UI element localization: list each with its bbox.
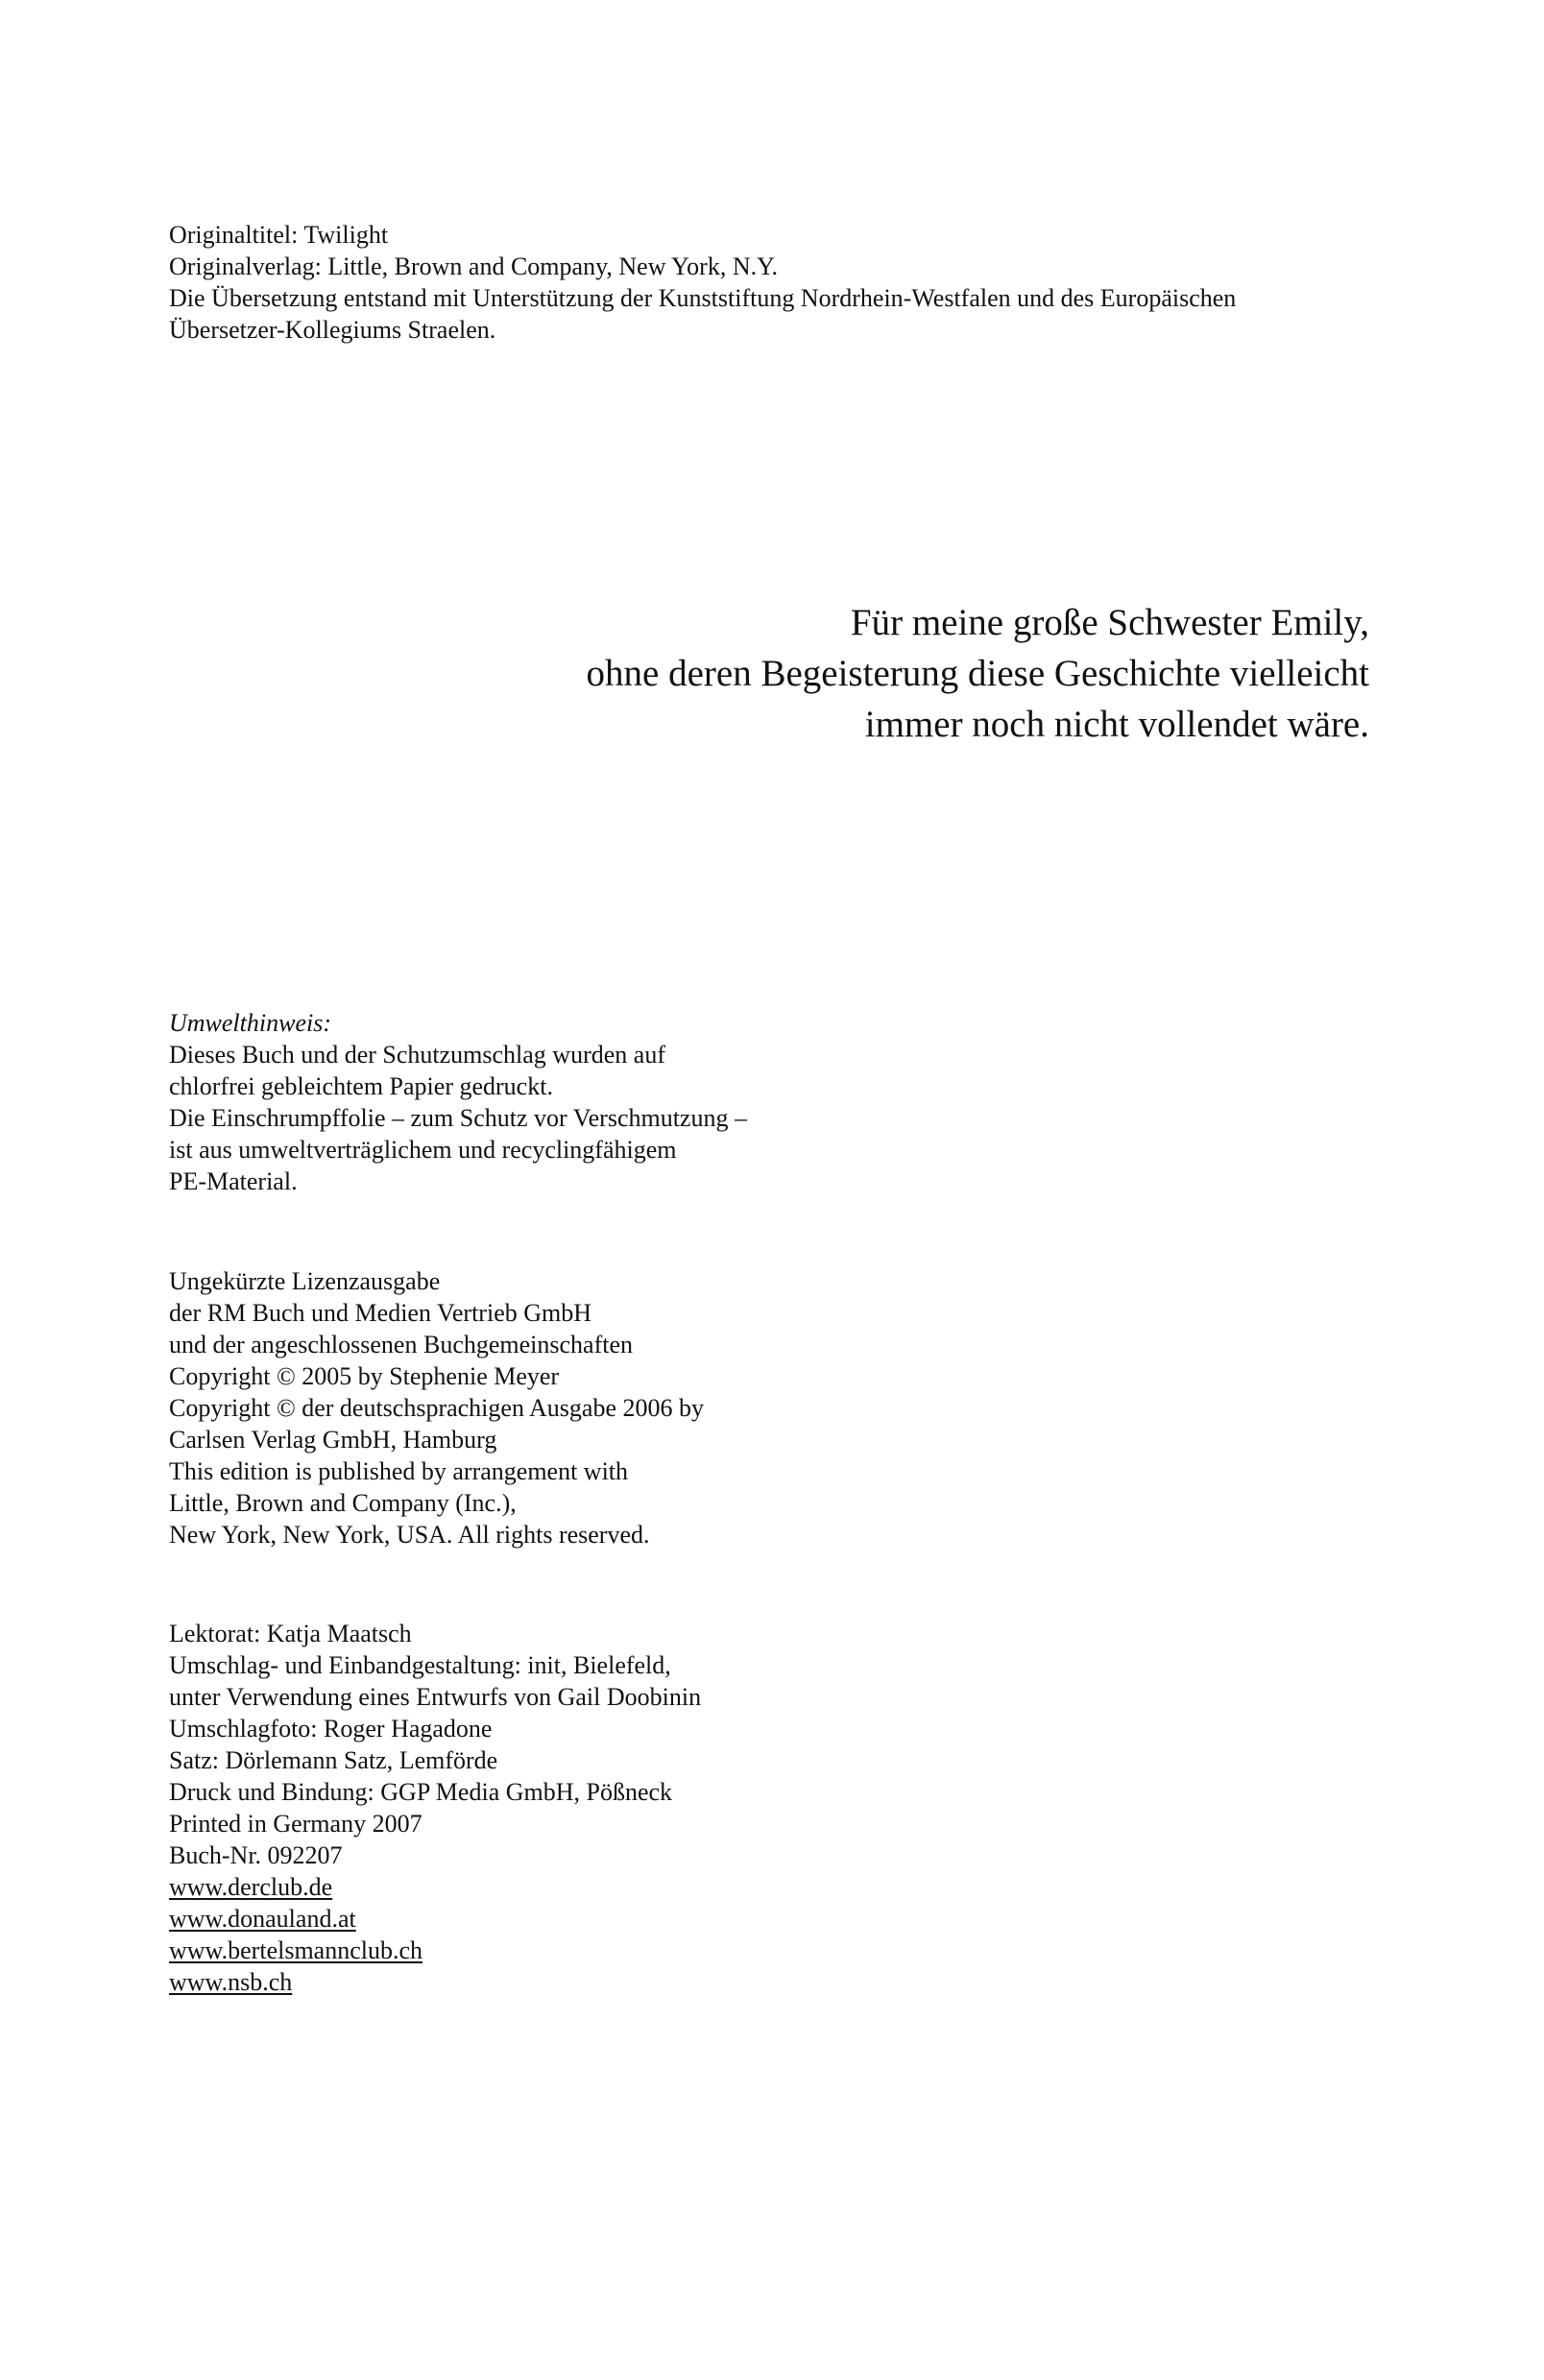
license-copyright-block — [169, 1265, 704, 1551]
credit-line: Printed in Germany 2007 — [169, 1810, 422, 1838]
website-link-row — [169, 1903, 701, 1935]
license-line: und der angeschlossenen Buchgemeinschaften — [169, 1331, 634, 1358]
link-nsb[interactable]: www.nsb.ch — [169, 1968, 293, 1996]
credit-line: Umschlagfoto: Roger Hagadone — [169, 1715, 493, 1743]
license-line: This edition is published by arrangement with — [169, 1457, 629, 1485]
environment-line: chlorfrei gebleichtem Papier gedruckt. — [169, 1072, 553, 1100]
credit-line: Satz: Dörlemann Satz, Lemförde — [169, 1746, 498, 1774]
license-line: Carlsen Verlag GmbH, Hamburg — [169, 1426, 497, 1454]
website-link-row — [169, 1966, 701, 1998]
environment-line: PE-Material. — [169, 1167, 298, 1195]
dedication-line: ohne deren Begeisterung diese Geschichte vielleicht — [586, 653, 1369, 694]
credit-line: Lektorat: Katja Maatsch — [169, 1620, 412, 1647]
dedication-line: immer noch nicht vollendet wäre. — [864, 704, 1369, 745]
book-number: Buch-Nr. 092207 — [169, 1841, 343, 1869]
environment-line: Die Einschrumpffolie – zum Schutz vor Verschmutzung – — [169, 1104, 747, 1132]
license-line: Little, Brown and Company (Inc.), — [169, 1489, 517, 1517]
original-info-block — [169, 219, 1236, 346]
credit-line: Druck und Bindung: GGP Media GmbH, Pößneck — [169, 1778, 673, 1806]
environment-heading: Umwelthinweis: — [169, 1009, 331, 1037]
environment-line: Dieses Buch und der Schutzumschlag wurden auf — [169, 1041, 665, 1069]
credits-block — [169, 1618, 701, 1998]
license-line: Ungekürzte Lizenzausgabe — [169, 1267, 441, 1295]
dedication-line: Für meine große Schwester Emily, — [850, 602, 1369, 643]
copyright-line: Copyright © 2005 by Stephenie Meyer — [169, 1362, 560, 1390]
original-title: Originaltitel: Twilight — [169, 221, 389, 249]
rights-line: New York, New York, USA. All rights reserved. — [169, 1521, 650, 1549]
translation-note-line: Die Übersetzung entstand mit Unterstützung der Kunststiftung Nordrhein-Westfalen und des Europäischen — [169, 284, 1237, 312]
credit-line: unter Verwendung eines Entwurfs von Gail Doobinin — [169, 1683, 702, 1711]
copyright-line: Copyright © der deutschsprachigen Ausgabe 2006 by — [169, 1394, 704, 1422]
website-link-row — [169, 1871, 701, 1903]
credit-line: Umschlag- und Einbandgestaltung: init, Bielefeld, — [169, 1651, 671, 1679]
original-publisher: Originalverlag: Little, Brown and Company, New York, N.Y. — [169, 252, 779, 280]
environment-line: ist aus umweltverträglichem und recyclingfähigem — [169, 1136, 677, 1164]
website-link-row — [169, 1935, 701, 1966]
environment-note — [169, 1007, 747, 1197]
link-donauland[interactable]: www.donauland.at — [169, 1905, 356, 1933]
license-line: der RM Buch und Medien Vertrieb GmbH — [169, 1299, 592, 1327]
link-bertelsmannclub[interactable]: www.bertelsmannclub.ch — [169, 1936, 423, 1964]
link-derclub[interactable]: www.derclub.de — [169, 1873, 333, 1901]
translation-note-line: Übersetzer-Kollegiums Straelen. — [169, 316, 496, 344]
dedication — [587, 597, 1369, 750]
